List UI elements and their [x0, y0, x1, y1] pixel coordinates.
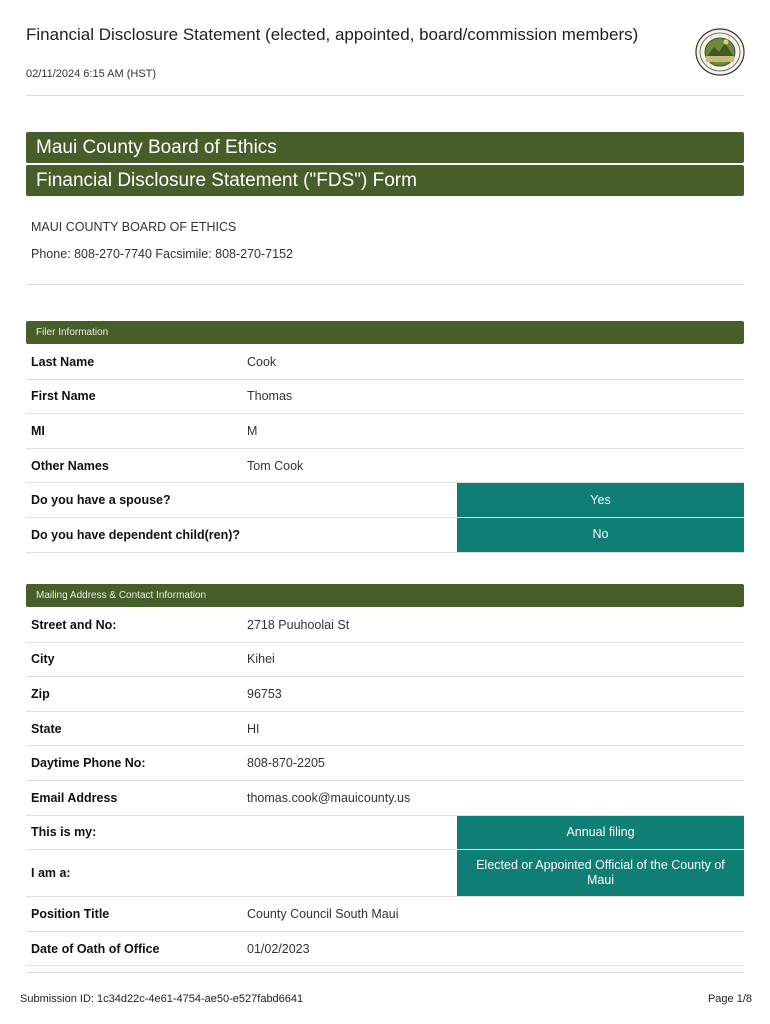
field-label: Do you have a spouse? — [31, 493, 171, 508]
field-label: Zip — [31, 686, 50, 701]
field-label: Last Name — [31, 354, 95, 369]
contact-phone: Phone: 808-270-7740 Facsimile: 808-270-7152 — [31, 247, 293, 261]
field-label: I am a: — [31, 866, 71, 881]
table-row — [26, 932, 744, 967]
position-value: County Council South Maui — [247, 906, 399, 921]
submission-timestamp: 02/11/2024 6:15 AM (HST) — [26, 68, 157, 80]
phone-value: 808-870-2205 — [247, 756, 325, 771]
table-row — [26, 850, 744, 897]
submission-id: Submission ID: 1c34d22c-4e61-4754-ae50-e527fabd6641 — [20, 993, 304, 1005]
table-row — [26, 897, 744, 932]
table-row — [26, 345, 744, 380]
table-row — [26, 414, 744, 449]
field-label: Position Title — [31, 906, 110, 921]
field-label: First Name — [31, 389, 96, 404]
field-label: Email Address — [31, 790, 118, 805]
first-name-value: Thomas — [247, 389, 293, 404]
board-banner: Maui County Board of Ethics — [26, 132, 744, 163]
children-answer-badge: No — [457, 518, 744, 552]
table-row — [26, 746, 744, 781]
role-badge: Elected or Appointed Official of the County of Maui — [457, 850, 744, 896]
table-row — [26, 643, 744, 678]
field-label: City — [31, 652, 55, 667]
oath-date-value: 01/02/2023 — [247, 941, 310, 956]
field-label: Do you have dependent child(ren)? — [31, 527, 241, 542]
other-names-value: Tom Cook — [247, 458, 304, 473]
filer-table — [26, 345, 744, 553]
city-value: Kihei — [247, 652, 275, 667]
document-title: Financial Disclosure Statement (elected, appointed, board/commission members) — [26, 25, 639, 44]
field-label: Street and No: — [31, 617, 117, 632]
table-row — [26, 449, 744, 484]
table-row — [26, 380, 744, 415]
form-banner: Financial Disclosure Statement ("FDS") Form — [26, 165, 744, 196]
table-row — [26, 608, 744, 643]
table-row — [26, 816, 744, 851]
contact-divider — [26, 284, 744, 285]
field-label: Other Names — [31, 458, 109, 473]
state-value: HI — [247, 721, 260, 736]
last-name-value: Cook — [247, 354, 277, 369]
filing-type-badge: Annual filing — [457, 816, 744, 850]
mailing-table — [26, 608, 744, 966]
field-label: Date of Oath of Office — [31, 941, 160, 956]
filer-section-header: Filer Information — [26, 321, 744, 344]
field-label: State — [31, 721, 62, 736]
table-row — [26, 677, 744, 712]
email-value: thomas.cook@mauicounty.us — [247, 790, 411, 805]
spouse-answer-badge: Yes — [457, 483, 744, 517]
table-row — [26, 781, 744, 816]
table-row — [26, 712, 744, 747]
header-divider — [26, 95, 744, 96]
contact-org: MAUI COUNTY BOARD OF ETHICS — [31, 220, 237, 234]
street-value: 2718 Puuhoolai St — [247, 617, 350, 632]
mi-value: M — [247, 423, 258, 438]
page-number: Page 1/8 — [707, 993, 752, 1005]
field-label: MI — [31, 423, 45, 438]
footer-divider — [26, 972, 744, 973]
field-label: Daytime Phone No: — [31, 756, 146, 771]
table-row — [26, 518, 744, 553]
table-row — [26, 483, 744, 518]
zip-value: 96753 — [247, 686, 282, 701]
county-seal-icon — [695, 28, 745, 76]
mailing-section-header: Mailing Address & Contact Information — [26, 584, 744, 607]
field-label: This is my: — [31, 825, 97, 840]
